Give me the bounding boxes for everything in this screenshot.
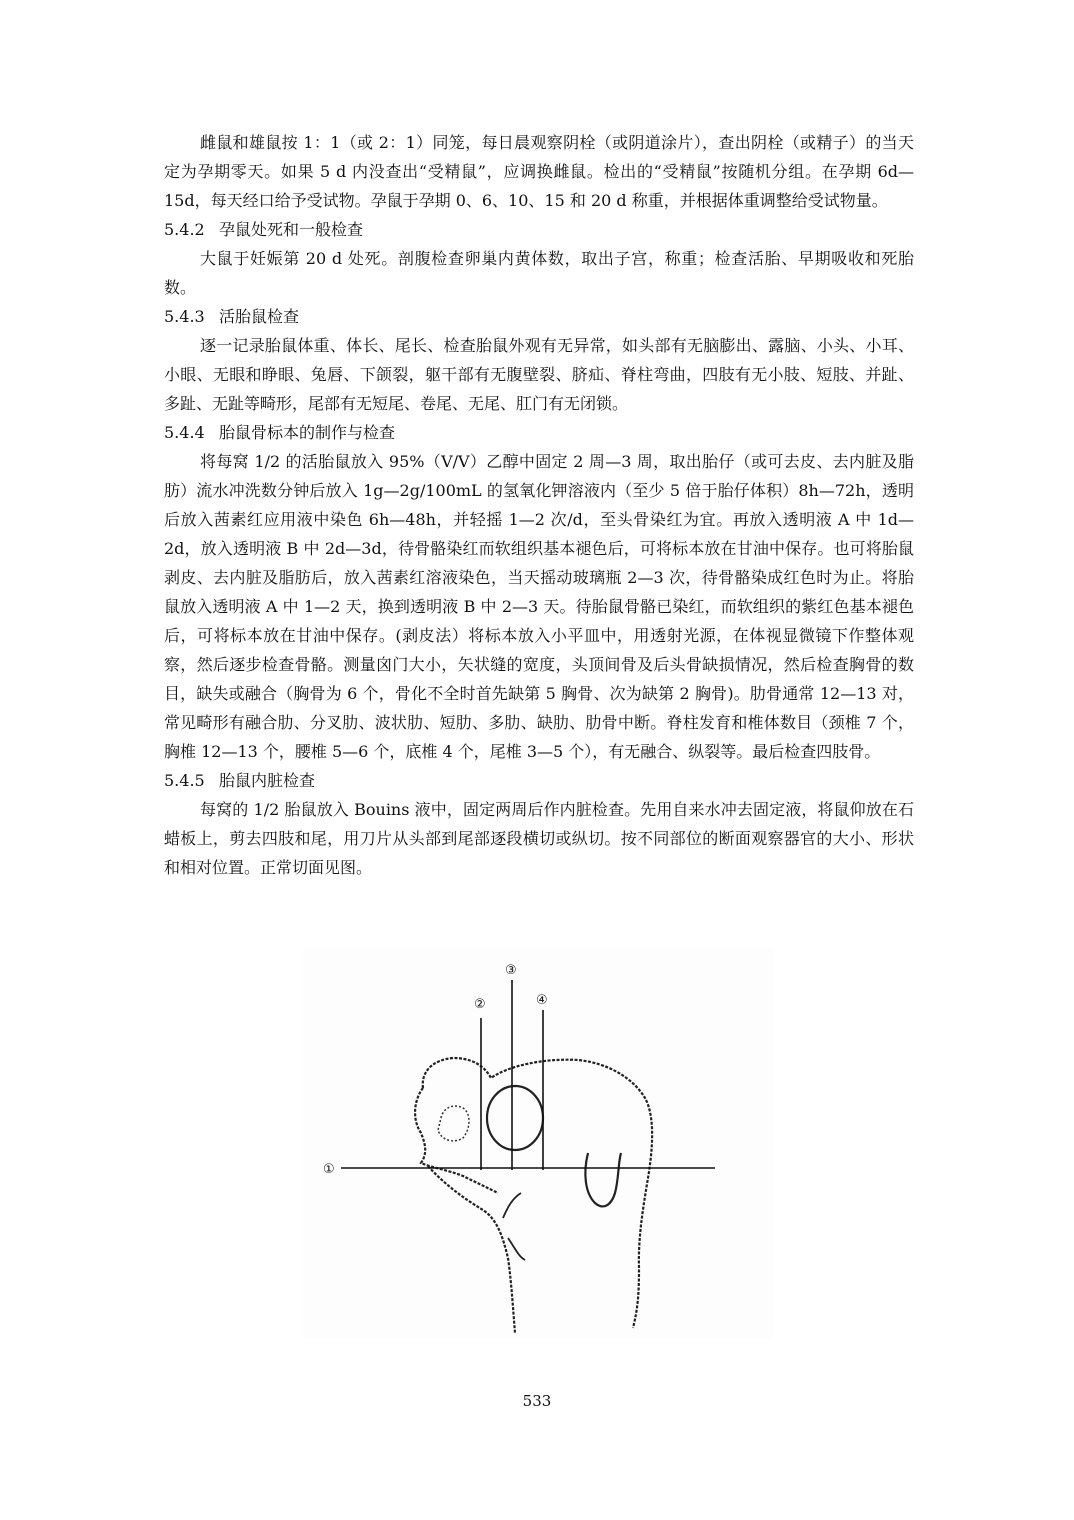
section-number: 5.4.3 <box>164 307 205 326</box>
section-title: 孕鼠处死和一般检查 <box>219 220 364 239</box>
paragraph-mating: 雌鼠和雄鼠按 1：1（或 2：1）同笼，每日晨观察阴栓（或阴道涂片），查出阴栓（或精子）的当天定为孕期零天。如果 5 d 内没查出“受精鼠”，应调换雌鼠。检出的“受精鼠”按随机分组。在孕期 6d—15d，每天经口给予受试物。孕鼠于孕期 0、6、10、15 和 20 d 称重，并根据体重调整给受试物量。 <box>164 133 914 210</box>
figure-label-3: ③ <box>505 963 517 978</box>
brain-circle <box>487 1086 543 1150</box>
section-heading-5-4-3 <box>164 302 914 331</box>
fetal-section-figure <box>303 948 773 1338</box>
page-number: 533 <box>522 1392 552 1410</box>
section-number: 5.4.2 <box>164 220 205 239</box>
section-number: 5.4.5 <box>164 771 205 790</box>
figure-label-2: ② <box>474 997 486 1012</box>
heart-loop <box>585 1153 621 1206</box>
figure-label-1: ① <box>323 1162 335 1177</box>
paragraph-viscera: 每窝的 1/2 胎鼠放入 Bouins 液中，固定两周后作内脏检查。先用自来水冲去固定液，将鼠仰放在石蜡板上，剪去四肢和尾，用刀片从头部到尾部逐段横切或纵切。按不同部位的断面观察器官的大小、形状和相对位置。正常切面见图。 <box>164 800 914 877</box>
eye-outline <box>438 1106 469 1141</box>
section-heading-5-4-4 <box>164 418 914 447</box>
section-title: 活胎鼠检查 <box>219 307 300 326</box>
paragraph-sacrifice: 大鼠于妊娠第 20 d 处死。剖腹检查卵巢内黄体数，取出子宫，称重；检查活胎、早期吸收和死胎数。 <box>164 249 914 297</box>
figure-label-4: ④ <box>536 993 548 1008</box>
document-body <box>164 128 914 882</box>
section-heading-5-4-2 <box>164 215 914 244</box>
fetal-head-diagram <box>303 948 773 1338</box>
section-title: 胎鼠骨标本的制作与检查 <box>219 423 396 442</box>
section-title: 胎鼠内脏检查 <box>219 771 316 790</box>
section-heading-5-4-5 <box>164 766 914 795</box>
section-number: 5.4.4 <box>164 423 205 442</box>
paragraph-live-fetus: 逐一记录胎鼠体重、体长、尾长、检查胎鼠外观有无异常，如头部有无脑膨出、露脑、小头、小耳、小眼、无眼和睁眼、兔唇、下颌裂，躯干部有无腹壁裂、脐疝、脊柱弯曲，四肢有无小肢、短肢、并趾、多趾、无趾等畸形，尾部有无短尾、卷尾、无尾、肛门有无闭锁。 <box>164 336 914 413</box>
paragraph-skeleton: 将每窝 1/2 的活胎鼠放入 95%（V/V）乙醇中固定 2 周—3 周，取出胎仔（或可去皮、去内脏及脂肪）流水冲洗数分钟后放入 1g—2g/100mL 的氢氧化钾溶液内（至少 5 倍于胎仔体积）8h—72h，透明后放入茜素红应用液中染色 6h—48h，并轻摇 1—2 次/d，至头骨染红为宜。再放入透明液 A 中 1d—2d，放入透明液 B 中 2d—3d，待骨骼染红而软组织基本褪色后，可将标本放在甘油中保存。也可将胎鼠剥皮、去内脏及脂肪后，放入茜素红溶液染色，当天摇动玻璃瓶 2—3 次，待骨骼染成红色时为止。将胎鼠放入透明液 A 中 1—2 天，换到透明液 B 中 2—3 天。待胎鼠骨骼已染红，而软组织的紫红色基本褪色后，可将标本放在甘油中保存。(剥皮法）将标本放入小平皿中，用透射光源，在体视显微镜下作整体观察，然后逐步检查骨骼。测量囟门大小，矢状缝的宽度，头顶间骨及后头骨缺损情况，然后检查胸骨的数目，缺失或融合（胸骨为 6 个，骨化不全时首先缺第 5 胸骨、次为缺第 2 胸骨)。肋骨通常 12—13 对，常见畸形有融合肋、分叉肋、波状肋、短肋、多肋、缺肋、肋骨中断。脊柱发育和椎体数目（颈椎 7 个，胸椎 12—13 个，腰椎 5—6 个，底椎 4 个，尾椎 3—5 个），有无融合、纵裂等。最后检查四肢骨。 <box>164 452 914 761</box>
chin-outline <box>428 1166 515 1333</box>
